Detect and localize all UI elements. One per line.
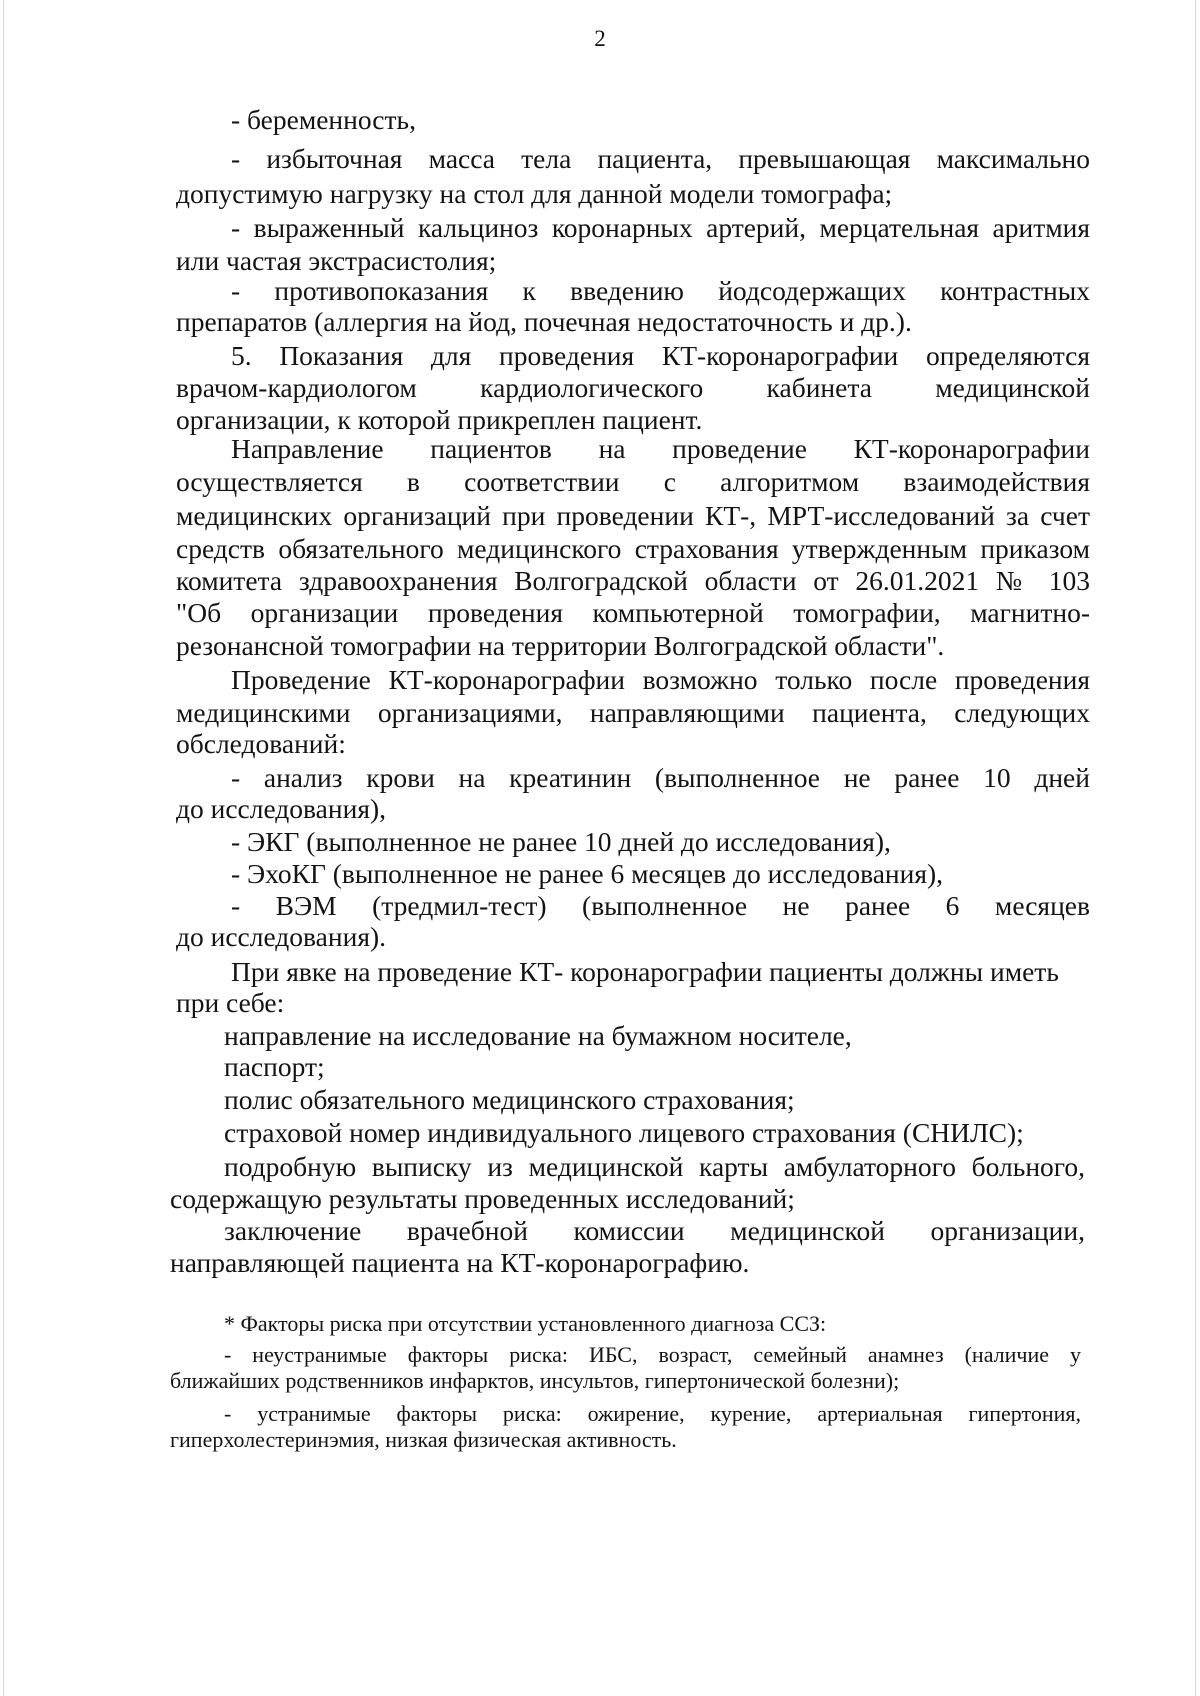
body-line: страховой номер индивидуального лицевого страхования (СНИЛС);	[224, 1117, 1024, 1148]
body-line: содержащую результаты проведенных исследований;	[170, 1183, 795, 1214]
footnote-line: гиперхолестеринэмия, низкая физическая активность.	[170, 1427, 677, 1452]
body-line: осуществляется в соответствии с алгоритмом взаимодействия	[176, 466, 1090, 497]
body-line: - анализ крови на креатинин (выполненное не ранее 10 дней	[231, 762, 1090, 793]
body-line: - ВЭМ (тредмил-тест) (выполненное не ранее 6 месяцев	[231, 890, 1090, 921]
body-line: направление на исследование на бумажном носителе,	[224, 1020, 852, 1051]
body-line: заключение врачебной комиссии медицинской организации,	[224, 1215, 1085, 1246]
body-line: средств обязательного медицинского страхования утвержденным приказом	[176, 533, 1090, 564]
body-line: медицинских организаций при проведении КТ-, МРТ-исследований за счет	[176, 500, 1090, 531]
body-line: При явке на проведение КТ- коронарографии пациенты должны иметь	[231, 956, 1059, 987]
body-line: полис обязательного медицинского страхования;	[224, 1084, 795, 1115]
scan-edge-right	[1195, 0, 1196, 1696]
footnote-line: - неустранимые факторы риска: ИБС, возраст, семейный анамнез (наличие у	[224, 1342, 1081, 1367]
page-number: 2	[594, 26, 606, 51]
body-line: препаратов (аллергия на йод, почечная недостаточность и др.).	[176, 306, 912, 337]
body-line: до исследования).	[176, 921, 386, 952]
scan-edge-left	[3, 0, 4, 1696]
body-line: до исследования),	[176, 793, 386, 824]
footnote-line: * Факторы риска при отсутствии установленного диагноза ССЗ:	[224, 1311, 827, 1336]
body-line: врачом-кардиологом кардиологического кабинета медицинской	[176, 372, 1090, 403]
body-line: или частая экстрасистолия;	[176, 245, 497, 276]
body-line: комитета здравоохранения Волгоградской области от 26.01.2021 № 103	[176, 565, 1090, 596]
body-line: - беременность,	[231, 104, 416, 135]
footnote-line: ближайших родственников инфарктов, инсультов, гипертонической болезни);	[170, 1368, 900, 1393]
body-line: медицинскими организациями, направляющими пациента, следующих	[176, 697, 1090, 728]
body-line: Направление пациентов на проведение КТ-коронарографии	[231, 433, 1090, 464]
body-line: резонансной томографии на территории Волгоградской области".	[176, 630, 945, 661]
body-line: - выраженный кальциноз коронарных артерий, мерцательная аритмия	[231, 212, 1090, 243]
body-line: 5. Показания для проведения КТ-коронарографии определяются	[231, 340, 1090, 371]
body-line: обследований:	[176, 728, 346, 759]
body-line: паспорт;	[224, 1051, 325, 1082]
body-line: организации, к которой прикреплен пациент.	[176, 404, 703, 435]
body-line: подробную выписку из медицинской карты амбулаторного больного,	[224, 1151, 1085, 1182]
body-line: Проведение КТ-коронарографии возможно только после проведения	[231, 664, 1090, 695]
body-line: при себе:	[176, 987, 285, 1018]
body-line: - избыточная масса тела пациента, превышающая максимально	[231, 143, 1090, 174]
footnote-line: - устранимые факторы риска: ожирение, курение, артериальная гипертония,	[224, 1401, 1081, 1426]
body-line: - ЭКГ (выполненное не ранее 10 дней до исследования),	[231, 826, 891, 857]
body-line: "Об организации проведения компьютерной томографии, магнитно-	[176, 597, 1090, 628]
body-line: - ЭхоКГ (выполненное не ранее 6 месяцев до исследования),	[231, 858, 944, 889]
body-line: допустимую нагрузку на стол для данной модели томографа;	[176, 178, 893, 209]
body-line: направляющей пациента на КТ-коронарографию.	[170, 1247, 750, 1278]
body-line: - противопоказания к введению йодсодержащих контрастных	[231, 275, 1090, 306]
